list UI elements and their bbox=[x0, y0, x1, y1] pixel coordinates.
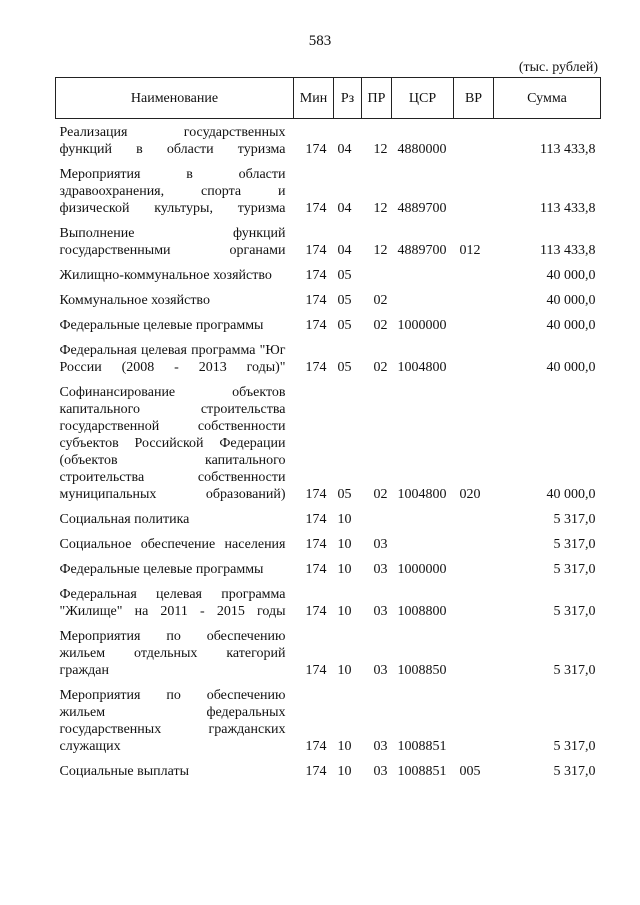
row-sum: 113 433,8 bbox=[540, 243, 596, 258]
row-name: Реализация государственных функций в области туризма bbox=[59, 125, 286, 157]
row-name: Жилищно-коммунальное хозяйство bbox=[59, 268, 272, 283]
row-sum: 5 317,0 bbox=[553, 562, 596, 577]
row-vr bbox=[454, 503, 494, 528]
row-name: Социальное обеспечение населения bbox=[59, 537, 286, 552]
row-vr bbox=[454, 119, 494, 159]
row-rz: 05 bbox=[337, 360, 352, 375]
row-min: 174 bbox=[305, 562, 327, 577]
row-pr: 03 bbox=[373, 562, 388, 577]
row-rz: 10 bbox=[337, 764, 352, 779]
row-pr: 02 bbox=[373, 360, 388, 375]
row-name: Федеральные целевые программы bbox=[59, 562, 264, 577]
header-rz: Рз bbox=[334, 78, 362, 119]
row-min: 174 bbox=[305, 764, 327, 779]
row-vr bbox=[454, 334, 494, 376]
row-rz: 05 bbox=[337, 318, 352, 333]
row-vr bbox=[454, 679, 494, 755]
row-sum: 40 000,0 bbox=[546, 268, 596, 283]
header-min: Мин bbox=[294, 78, 334, 119]
table-row bbox=[56, 119, 601, 159]
row-csr bbox=[392, 284, 454, 309]
header-name: Наименование bbox=[56, 78, 294, 119]
row-rz: 04 bbox=[337, 243, 352, 258]
table-row bbox=[56, 553, 601, 578]
row-csr: 1008850 bbox=[397, 663, 447, 678]
table-header-row bbox=[56, 78, 601, 119]
row-pr: 02 bbox=[373, 318, 388, 333]
row-name: Социальная политика bbox=[59, 512, 190, 527]
row-sum: 113 433,8 bbox=[540, 142, 596, 157]
row-vr bbox=[454, 259, 494, 284]
table-row bbox=[56, 528, 601, 553]
table-row bbox=[56, 217, 601, 259]
header-vr: ВР bbox=[454, 78, 494, 119]
row-sum: 5 317,0 bbox=[553, 537, 596, 552]
row-name: Социальные выплаты bbox=[59, 764, 190, 779]
row-min: 174 bbox=[305, 293, 327, 308]
table-row bbox=[56, 158, 601, 217]
row-pr: 12 bbox=[373, 243, 388, 258]
row-sum: 40 000,0 bbox=[546, 360, 596, 375]
row-csr bbox=[392, 528, 454, 553]
row-min: 174 bbox=[305, 739, 327, 754]
table-row bbox=[56, 309, 601, 334]
row-sum: 5 317,0 bbox=[553, 512, 596, 527]
row-sum: 113 433,8 bbox=[540, 201, 596, 216]
row-rz: 05 bbox=[337, 268, 352, 283]
row-csr: 4889700 bbox=[397, 243, 447, 258]
row-vr bbox=[454, 528, 494, 553]
table-row bbox=[56, 578, 601, 620]
table-row bbox=[56, 503, 601, 528]
row-csr: 1008851 bbox=[397, 764, 447, 779]
row-min: 174 bbox=[305, 268, 327, 283]
row-sum: 40 000,0 bbox=[546, 487, 596, 502]
row-min: 174 bbox=[305, 360, 327, 375]
row-sum: 5 317,0 bbox=[553, 739, 596, 754]
row-vr: 012 bbox=[459, 243, 481, 258]
row-rz: 04 bbox=[337, 142, 352, 157]
row-name: Софинансирование объектов капитального строительства государственной собственности субъектов Российской Федерации (объектов капитального строительства собственности муниципальных образований) bbox=[59, 385, 286, 502]
row-pr: 12 bbox=[373, 142, 388, 157]
header-pr: ПР bbox=[362, 78, 392, 119]
row-name: Мероприятия в области здравоохранения, спорта и физической культуры, туризма bbox=[59, 167, 286, 216]
row-rz: 05 bbox=[337, 293, 352, 308]
table-row bbox=[56, 620, 601, 679]
row-csr: 1000000 bbox=[397, 318, 447, 333]
row-min: 174 bbox=[305, 487, 327, 502]
table-row bbox=[56, 679, 601, 755]
row-csr: 1004800 bbox=[397, 487, 447, 502]
row-name: Мероприятия по обеспечению жильем отдельных категорий граждан bbox=[59, 629, 286, 678]
row-min: 174 bbox=[305, 201, 327, 216]
row-pr: 03 bbox=[373, 764, 388, 779]
row-csr: 1008851 bbox=[397, 739, 447, 754]
row-pr: 03 bbox=[373, 663, 388, 678]
row-pr: 12 bbox=[373, 201, 388, 216]
row-sum: 5 317,0 bbox=[553, 764, 596, 779]
row-vr bbox=[454, 158, 494, 217]
row-rz: 10 bbox=[337, 537, 352, 552]
row-vr bbox=[454, 309, 494, 334]
row-sum: 40 000,0 bbox=[546, 318, 596, 333]
row-sum: 40 000,0 bbox=[546, 293, 596, 308]
row-rz: 10 bbox=[337, 562, 352, 577]
table-row bbox=[56, 755, 601, 780]
header-sum: Сумма bbox=[494, 78, 601, 119]
row-pr: 03 bbox=[373, 739, 388, 754]
row-vr bbox=[454, 578, 494, 620]
row-min: 174 bbox=[305, 663, 327, 678]
row-sum: 5 317,0 bbox=[553, 663, 596, 678]
row-name: Федеральная целевая программа "Юг России (2008 - 2013 годы)" bbox=[59, 343, 286, 375]
row-rz: 05 bbox=[337, 487, 352, 502]
row-csr: 1004800 bbox=[397, 360, 447, 375]
row-vr bbox=[454, 284, 494, 309]
row-rz: 10 bbox=[337, 739, 352, 754]
row-csr: 4880000 bbox=[397, 142, 447, 157]
row-min: 174 bbox=[305, 512, 327, 527]
row-rz: 10 bbox=[337, 512, 352, 527]
row-pr bbox=[362, 259, 392, 284]
row-name: Федеральные целевые программы bbox=[59, 318, 264, 333]
row-csr: 4889700 bbox=[397, 201, 447, 216]
row-vr bbox=[454, 620, 494, 679]
row-min: 174 bbox=[305, 142, 327, 157]
row-rz: 10 bbox=[337, 604, 352, 619]
row-min: 174 bbox=[305, 318, 327, 333]
row-pr: 02 bbox=[373, 293, 388, 308]
row-csr: 1000000 bbox=[397, 562, 447, 577]
table-row bbox=[56, 376, 601, 503]
units-label: (тыс. рублей) bbox=[518, 60, 598, 75]
row-name: Мероприятия по обеспечению жильем федеральных государственных гражданских служащих bbox=[59, 688, 286, 754]
row-vr: 005 bbox=[459, 764, 481, 779]
row-min: 174 bbox=[305, 537, 327, 552]
row-pr bbox=[362, 503, 392, 528]
row-rz: 04 bbox=[337, 201, 352, 216]
row-csr bbox=[392, 503, 454, 528]
row-sum: 5 317,0 bbox=[553, 604, 596, 619]
table-row bbox=[56, 334, 601, 376]
row-name: Выполнение функций государственными органами bbox=[59, 226, 286, 258]
table-row bbox=[56, 259, 601, 284]
row-min: 174 bbox=[305, 243, 327, 258]
budget-table bbox=[55, 77, 601, 780]
row-csr bbox=[392, 259, 454, 284]
row-pr: 03 bbox=[373, 604, 388, 619]
row-csr: 1008800 bbox=[397, 604, 447, 619]
page-number: 583 bbox=[308, 33, 332, 49]
row-name: Коммунальное хозяйство bbox=[59, 293, 210, 308]
table-row bbox=[56, 284, 601, 309]
row-vr bbox=[454, 553, 494, 578]
header-csr: ЦСР bbox=[392, 78, 454, 119]
row-name: Федеральная целевая программа "Жилище" на 2011 - 2015 годы bbox=[59, 587, 286, 619]
row-vr: 020 bbox=[459, 487, 481, 502]
row-min: 174 bbox=[305, 604, 327, 619]
row-pr: 03 bbox=[373, 537, 388, 552]
row-pr: 02 bbox=[373, 487, 388, 502]
row-rz: 10 bbox=[337, 663, 352, 678]
